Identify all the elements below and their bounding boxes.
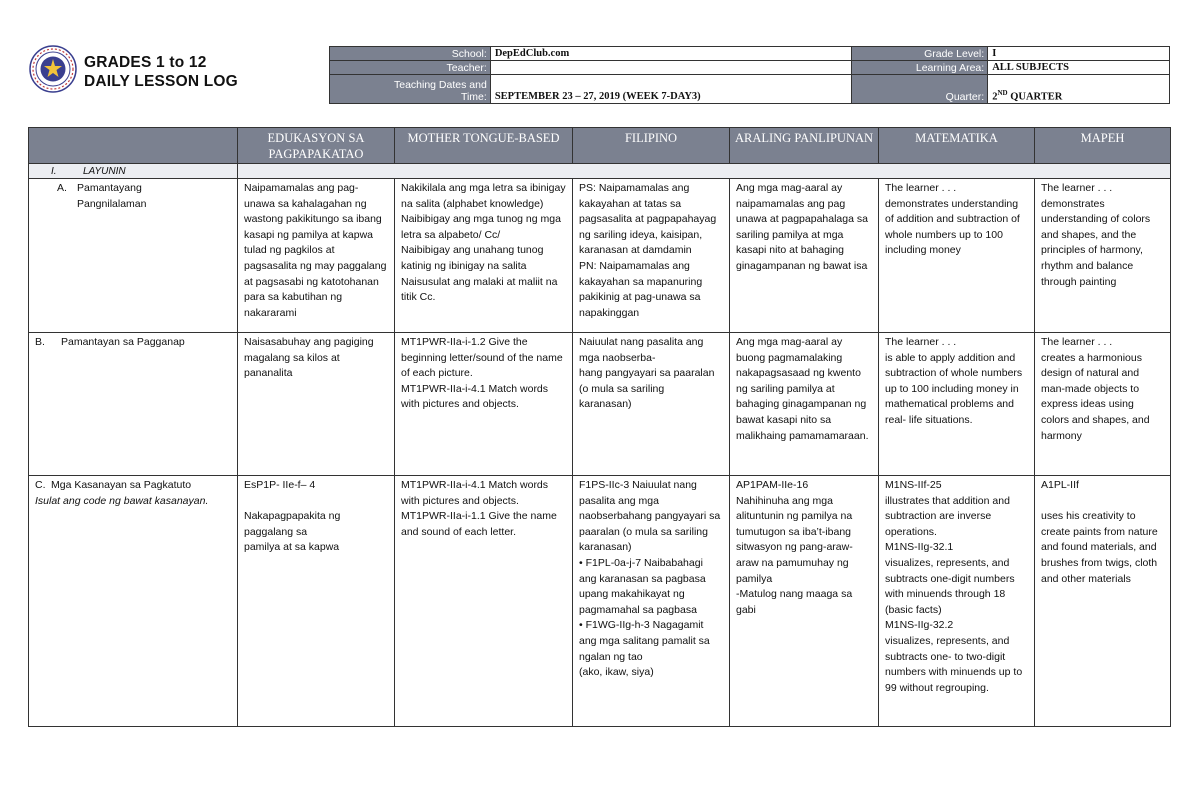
- column-header-math: MATEMATIKA: [879, 128, 1035, 164]
- column-header-filipino: FILIPINO: [573, 128, 730, 164]
- cell-mapeh: A1PL-IIf uses his creativity to create paints from nature and found materials, and brushes from twigs, cloth and other materials: [1035, 476, 1171, 727]
- cell-mtb: MT1PWR-IIa-i-4.1 Match words with pictures and objects. MT1PWR-IIa-i-1.1 Give the name and sound of each letter.: [395, 476, 573, 727]
- row-note: Isulat ang code ng bawat kasanayan.: [35, 494, 209, 507]
- lesson-info-table: [329, 46, 1170, 104]
- cell-mtb: Nakikilala ang mga letra sa ibinigay na salita (alphabet knowledge) Naibibigay ang mga tunog ng mga letra sa alpabeto/ Cc/ Naibibigay ang unahang tunog katinig ng ibinigay na salita Naisusulat ang malaki at maliit na titik Cc.: [395, 179, 573, 333]
- row-title: Pamantayang Pangnilalaman: [77, 182, 147, 210]
- cell-math: The learner . . . demonstrates understanding of addition and subtraction of whole numbers up to 100 including money: [879, 179, 1035, 333]
- quarter-label: Quarter:: [852, 75, 988, 104]
- cell-esp: Naisasabuhay ang pagiging magalang sa kilos at pananalita: [238, 333, 395, 476]
- teaching-dates-label-line2: Time:: [460, 91, 487, 103]
- cell-filipino: PS: Naipamamalas ang kakayahan at tatas sa pagsasalita at pagpapahayag ng sariling ideya, kaisipan, karanasan at damdamin PN: Naipamamalas ang kakayahan sa mapanuring pakikinig at pag-unawa sa napakinggan: [573, 179, 730, 333]
- cell-mtb: MT1PWR-IIa-i-1.2 Give the beginning letter/sound of the name of each picture. MT1PWR-IIa-i-4.1 Match words with pictures and objects.: [395, 333, 573, 476]
- cell-math: M1NS-IIf-25 illustrates that addition and subtraction are inverse operations. M1NS-IIg-32.1 visualizes, represents, and subtracts one-digit numbers with minuends through 18 (basic facts) M1NS-IIg-32.2 visualizes, represents, and subtracts one- to two-digit numbers with minuends up to 99 without regrouping.: [879, 476, 1035, 727]
- column-header-ap: ARALING PANLIPUNAN: [730, 128, 879, 164]
- cell-ap: Ang mga mag-aaral ay naipamamalas ang pag unawa at pagpapahalaga sa sariling pamilya at mga kasapi nito at bahaging ginagampanan ng bawat isa: [730, 179, 879, 333]
- column-header-blank: [29, 128, 238, 164]
- teaching-dates-label: [330, 75, 491, 104]
- column-header-mtb: MOTHER TONGUE-BASED: [395, 128, 573, 164]
- learning-area-value: ALL SUBJECTS: [988, 61, 1170, 75]
- row-heading: [35, 478, 231, 494]
- column-header-mapeh: MAPEH: [1035, 128, 1171, 164]
- grade-level-label: Grade Level:: [852, 47, 988, 61]
- row-title: Mga Kasanayan sa Pagkatuto: [51, 479, 192, 491]
- cell-esp: EsP1P- IIe-f– 4 Nakapagpapakita ng paggalang sa pamilya at sa kapwa: [238, 476, 395, 727]
- cell-ap: Ang mga mag-aaral ay buong pagmamalaking nakapagsasaad ng kwento ng sariling pamilya at bahaging ginagampanan ng bawat kasapi nito sa malikhaing pamamamaraan.: [730, 333, 879, 476]
- section-title: LAYUNIN: [83, 166, 126, 177]
- column-header-row: [29, 128, 1171, 164]
- teaching-dates-value: SEPTEMBER 23 – 27, 2019 (WEEK 7-DAY3): [490, 75, 852, 104]
- row-label: [29, 333, 238, 476]
- section-row-fill: [238, 164, 1171, 179]
- document-title: [84, 53, 238, 91]
- school-value: DepEdClub.com: [490, 47, 852, 61]
- cell-filipino: F1PS-IIc-3 Naiuulat nang pasalita ang mga naobserbahang pangyayari sa paaralan (o mula sa sariling karanasan) • F1PL-0a-j-7 Naibabahagi ang karanasan sa pagbasa upang makahikayat ng pagmamahal sa pagbasa • F1WG-IIg-h-3 Nagagamit ang mga salitang pamalit sa ngalan ng tao (ako, ikaw, siya): [573, 476, 730, 727]
- quarter-value: [988, 75, 1170, 104]
- cell-filipino: Naiuulat nang pasalita ang mga naobserba- hang pangyayari sa paaralan (o mula sa sariling karanasan): [573, 333, 730, 476]
- teacher-label: Teacher:: [330, 61, 491, 75]
- teacher-value: [490, 61, 852, 75]
- grade-level-value: I: [988, 47, 1170, 61]
- section-number: I.: [51, 166, 57, 177]
- table-row: [29, 476, 1171, 727]
- school-label: School:: [330, 47, 491, 61]
- column-header-esp: EDUKASYON SA PAGPAPAKATAO: [238, 128, 395, 164]
- row-number: A.: [57, 182, 67, 194]
- title-line-1: GRADES 1 to 12: [84, 54, 207, 71]
- deped-seal-logo: [29, 45, 77, 93]
- cell-mapeh: The learner . . . creates a harmonious design of natural and man-made objects to express ideas using colors and shapes, and harmony: [1035, 333, 1171, 476]
- teaching-dates-label-line1: Teaching Dates and: [393, 79, 487, 91]
- row-label: [29, 179, 238, 333]
- section-label: [29, 164, 238, 179]
- quarter-superscript: ND: [997, 88, 1008, 97]
- cell-math: The learner . . . is able to apply addition and subtraction of whole numbers up to 100 including money in mathematical problems and real- life situations.: [879, 333, 1035, 476]
- table-row: [29, 179, 1171, 333]
- cell-esp: Naipamamalas ang pag-unawa sa kahalagahan ng wastong pakikitungo sa ibang kasapi ng pamilya at kapwa tulad ng pagkilos at pagsasalita ng may paggalang at pagsasabi ng katotohanan para sa kabutihan ng nakararami: [238, 179, 395, 333]
- title-line-2: DAILY LESSON LOG: [84, 73, 238, 90]
- table-row: [29, 333, 1171, 476]
- row-label: [29, 476, 238, 727]
- quarter-word: QUARTER: [1007, 91, 1063, 102]
- quarter-number: 2: [992, 91, 998, 102]
- cell-mapeh: The learner . . . demonstrates understanding of colors and shapes, and the principles of harmony, rhythm and balance through painting: [1035, 179, 1171, 333]
- row-number: C.: [35, 479, 46, 491]
- cell-ap: AP1PAM-IIe-16 Nahihinuha ang mga alituntunin ng pamilya na tumutugon sa iba’t-ibang sitwasyon ng pang-araw-araw na pamumuhay ng pamilya -Matulog nang maaga sa gabi: [730, 476, 879, 727]
- section-row-layunin: [29, 164, 1171, 179]
- lesson-log-table: [28, 127, 1171, 727]
- row-number: B.: [35, 336, 45, 348]
- row-title: Pamantayan sa Pagganap: [61, 336, 185, 348]
- learning-area-label: Learning Area:: [852, 61, 988, 75]
